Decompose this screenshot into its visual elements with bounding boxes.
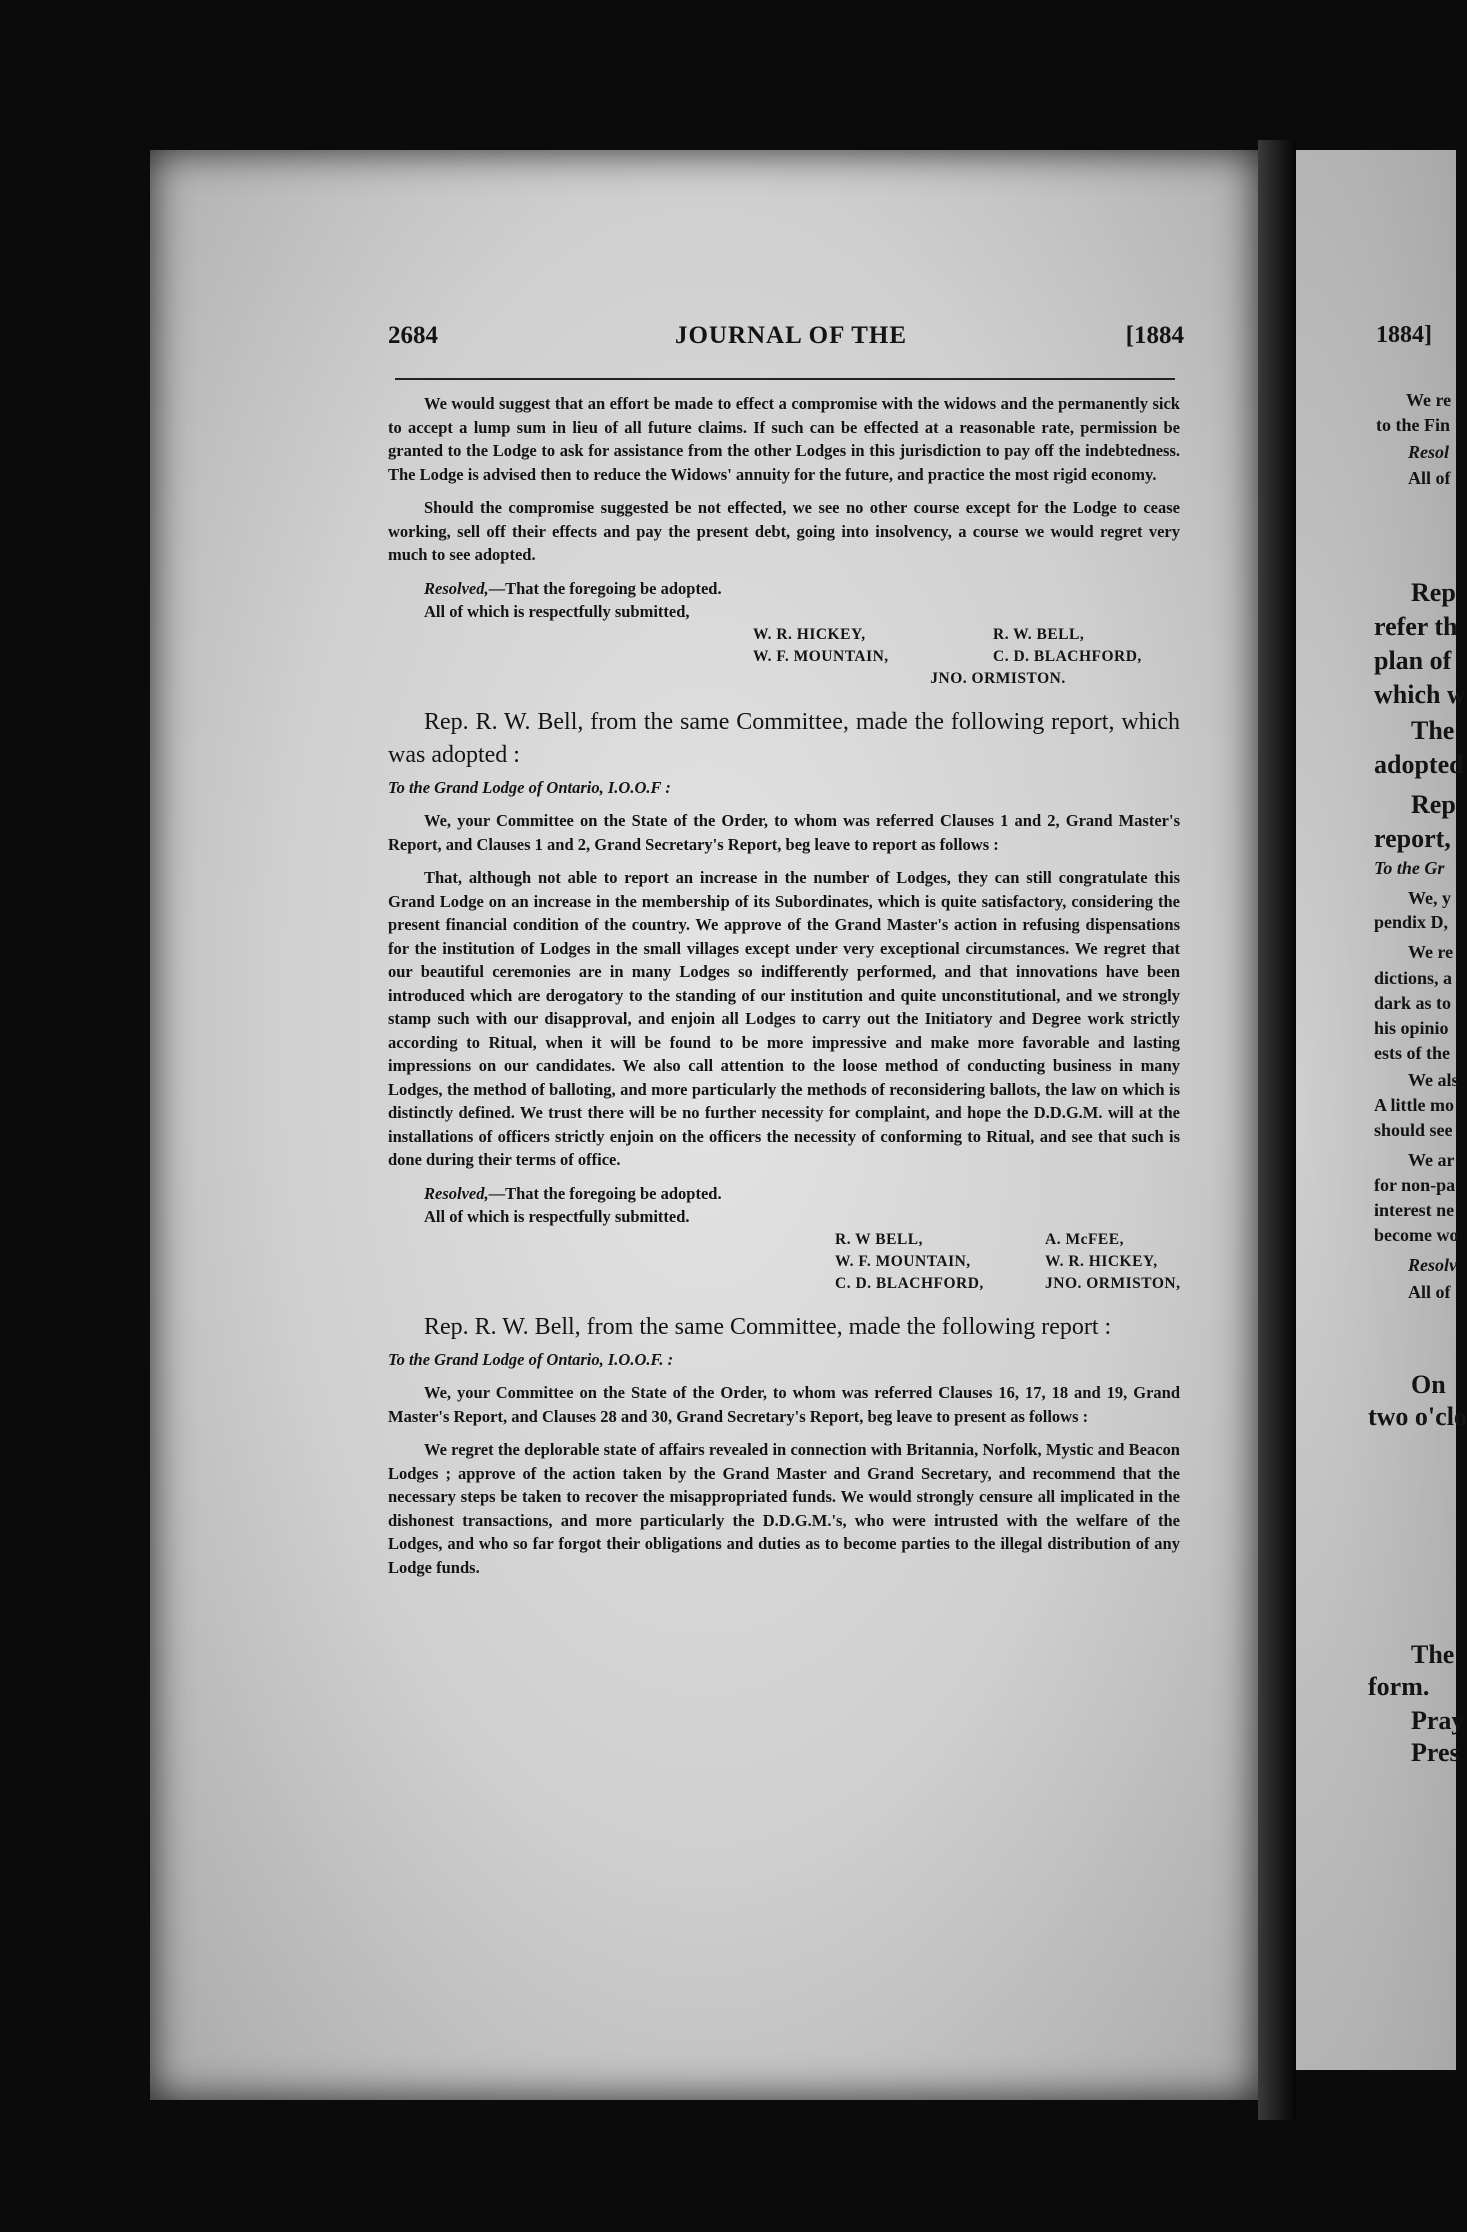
page-header — [388, 322, 1194, 362]
report-intro: Rep. R. W. Bell, from the same Committee, made the following report, which was adopted : — [388, 708, 1180, 768]
right-page-fragment: interest ne — [1374, 1200, 1455, 1220]
signature: C. D. BLACHFORD, — [835, 1274, 984, 1292]
right-page-fragment: ests of the — [1374, 1043, 1450, 1063]
right-page-fragment: Rep — [1411, 790, 1456, 819]
signature-block — [835, 1229, 1180, 1295]
right-page-fragment: two o'clo — [1368, 1402, 1467, 1431]
submitted-line: All of which is respectfully submitted. — [424, 1207, 690, 1226]
right-page-fragment: Rep — [1411, 578, 1456, 607]
signature: JNO. ORMISTON, — [1045, 1274, 1181, 1292]
right-page-fragment: should see — [1374, 1120, 1453, 1140]
resolved-label: Resolved, — [424, 1183, 489, 1203]
right-page-fragment: pendix D, — [1374, 912, 1449, 932]
book-spine — [1258, 140, 1296, 2120]
right-page — [1296, 150, 1467, 2070]
resolved-text: —That the foregoing be adopted. — [488, 578, 722, 598]
right-page-fragment: A little mo — [1374, 1095, 1454, 1115]
right-page-fragment: Pres — [1411, 1738, 1460, 1767]
header-rule — [395, 378, 1175, 380]
right-page-year: 1884] — [1376, 322, 1432, 348]
right-page-fragment: dark as to — [1374, 993, 1452, 1013]
signature: W. R. HICKEY, — [753, 625, 866, 643]
right-page-fragment: To the Gr — [1374, 858, 1445, 878]
right-page-fragment: We, y — [1408, 888, 1451, 908]
right-page-fragment: All of — [1408, 1282, 1451, 1302]
right-page-fragment: dictions, a — [1374, 968, 1453, 988]
right-page-fragment: We re — [1406, 390, 1452, 410]
paragraph: That, although not able to report an increase in the number of Lodges, they can still congratulate this Grand Lodge on an increase in the membership of its Subordinates, which is quite satisfactory, considering the present financial condition of the country. We approve of the Grand Master's action in refusing dispensations for the institution of Lodges in the small villages except under very exceptional circumstances. We regret that our beautiful ceremonies are in many Lodges so indifferently performed, and that innovations have been introduced which are derogatory to the standing of our institution and quite unconstitutional, and we strongly stamp such with our disapproval, and enjoin all Lodges to carry out the Initiatory and Degree work strictly according to Ritual, when it will be found to be more impressive and make more favorable and lasting impressions on our candidates. We also call attention to the loose method of conducting business in many Lodges, the method of balloting, and more particularly the methods of reconsidering ballots, the law on which is distinctly defined. We trust there will be no further necessity for complaint, and hope the D.D.G.M. will at the installations of officers strictly enjoin on the officers the necessity of conforming to Ritual, and see that such is done during their terms of office. — [388, 868, 1180, 1169]
running-title: JOURNAL OF THE — [674, 322, 908, 349]
right-page-fragment: his opinio — [1374, 1018, 1449, 1038]
resolution — [388, 577, 1180, 601]
signature: C. D. BLACHFORD, — [993, 647, 1142, 665]
right-page-fragment: become wo — [1374, 1225, 1459, 1245]
right-page-fragment: We als — [1408, 1070, 1459, 1090]
right-page-fragment: for non-pa — [1374, 1175, 1456, 1195]
report-address: To the Grand Lodge of Ontario, I.O.O.F : — [388, 777, 671, 797]
right-page-fragment: All of — [1408, 468, 1451, 488]
signature: R. W BELL, — [835, 1230, 923, 1248]
resolved-text: —That the foregoing be adopted. — [488, 1183, 722, 1203]
signature: R. W. BELL, — [993, 625, 1085, 643]
right-page-fragment: We re — [1408, 942, 1454, 962]
right-page-fragment: which w — [1374, 680, 1466, 709]
right-page-fragment: form. — [1368, 1672, 1430, 1701]
report-intro: Rep. R. W. Bell, from the same Committee, made the following report : — [424, 1313, 1112, 1340]
header-year: [1884 — [1125, 322, 1184, 349]
signature: A. McFEE, — [1045, 1230, 1124, 1248]
right-page-fragment: Resolv — [1408, 1255, 1457, 1275]
signature: JNO. ORMISTON. — [930, 669, 1066, 687]
paragraph: We would suggest that an effort be made to effect a compromise with the widows and the permanently sick to accept a lump sum in lieu of all future claims. If such can be effected at a reasonable rate, permission be granted to the Lodge to ask for assistance from the other Lodges in this jurisdiction to pay off the indebtedness. The Lodge is advised then to reduce the Widows' annuity for the future, and practice the most rigid economy. — [388, 394, 1180, 484]
signature: W. F. MOUNTAIN, — [835, 1252, 971, 1270]
right-page-fragment: The — [1411, 716, 1455, 745]
right-page-fragment: We ar — [1408, 1150, 1455, 1170]
right-page-fragment: The — [1411, 1640, 1455, 1669]
page-number: 2684 — [388, 322, 438, 349]
paragraph: Should the compromise suggested be not effected, we see no other course except for the Lodge to cease working, sell off their effects and pay the present debt, going into insolvency, a course we would regret very much to see adopted. — [388, 498, 1180, 564]
right-page-fragment: plan of — [1374, 646, 1452, 675]
paragraph: We, your Committee on the State of the Order, to whom was referred Clauses 1 and 2, Grand Master's Report, and Clauses 1 and 2, Grand Secretary's Report, beg leave to report as follows : — [388, 811, 1180, 854]
resolution — [388, 1182, 1180, 1206]
signature: W. F. MOUNTAIN, — [753, 647, 889, 665]
right-page-fragment: refer th — [1374, 612, 1458, 641]
signature-block — [753, 624, 1180, 690]
paragraph: We regret the deplorable state of affairs revealed in connection with Britannia, Norfolk, Mystic and Beacon Lodges ; approve of the action taken by the Grand Master and Grand Secretary, and recommend that the necessary steps be taken to recover the misappropriated funds. We would strongly censure all implicated in the dishonest transactions, and more particularly the D.D.G.M.'s, who were intrusted with the welfare of the Lodges, and who so far forgot their obligations and duties as to become parties to the illegal distribution of any Lodge funds. — [388, 1440, 1180, 1577]
right-page-fragment: to the Fin — [1376, 415, 1450, 435]
right-page-fragment: Pray — [1411, 1706, 1465, 1735]
right-page-fragment: adopted — [1374, 750, 1464, 779]
resolved-label: Resolved, — [424, 578, 489, 598]
right-page-fragment: report, — [1374, 824, 1451, 853]
page-body — [388, 392, 1180, 1579]
paragraph: We, your Committee on the State of the Order, to whom was referred Clauses 16, 17, 18 and 19, Grand Master's Report, and Clauses 28 and 30, Grand Secretary's Report, beg leave to present as follows : — [388, 1383, 1180, 1426]
right-page-fragment: Resol — [1408, 442, 1450, 462]
report-address: To the Grand Lodge of Ontario, I.O.O.F. : — [388, 1349, 674, 1369]
signature: W. R. HICKEY, — [1045, 1252, 1158, 1270]
submitted-line: All of which is respectfully submitted, — [424, 602, 690, 621]
right-page-fragment: On — [1411, 1370, 1446, 1399]
